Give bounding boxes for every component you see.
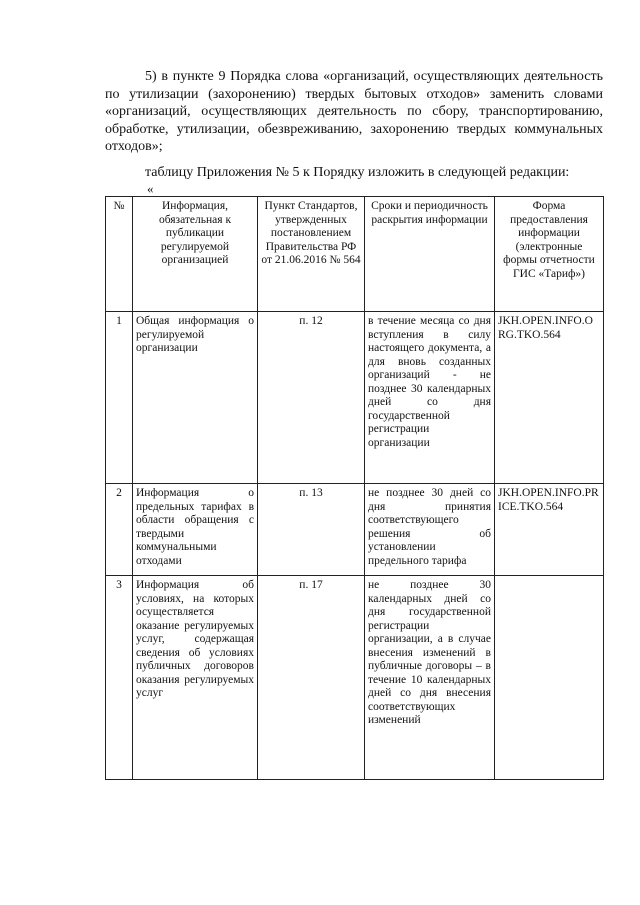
row-info: Информация о предельных тарифах в области обращения с твердыми коммунальными отходами: [133, 484, 258, 576]
paragraph-text: 5) в пункте 9 Порядка слова «организаций, осуществляющих деятельность по утилизации (захоронению) твердых бытовых отходов» заменить словами «организаций, осуществляющих деятельность по сбору, транспортированию, обработке, утилизации, обезвреживанию, захоронению твердых коммунальных отходов»;: [105, 69, 603, 154]
table-row: [106, 576, 604, 780]
row-terms: не позднее 30 дней со дня принятия соответствующего решения об установлении предельного тарифа: [365, 484, 495, 576]
table-row: [106, 312, 604, 484]
row-num: 2: [106, 484, 133, 576]
row-terms: в течение месяца со дня вступления в силу настоящего документа, а для вновь созданных организаций - не позднее 30 календарных дней со дня государственной регистрации организации: [365, 312, 495, 484]
paragraph-item-5: [105, 68, 603, 156]
paragraph-table-intro: таблицу Приложения № 5 к Порядку изложить в следующей редакции:: [145, 165, 570, 180]
opening-quote: «: [147, 181, 154, 196]
row-punkt: п. 17: [258, 576, 365, 780]
header-form: Форма предоставления информации (электронные формы отчетности ГИС «Тариф»): [495, 197, 604, 312]
disclosure-table: [105, 196, 604, 780]
header-punkt: Пункт Стандартов, утвержденных постановлением Правительства РФ от 21.06.2016 № 564: [258, 197, 365, 312]
row-info: Общая информация о регулируемой организации: [133, 312, 258, 484]
row-punkt: п. 13: [258, 484, 365, 576]
row-punkt: п. 12: [258, 312, 365, 484]
row-num: 3: [106, 576, 133, 780]
row-info: Информация об условиях, на которых осуществляется оказание регулируемых услуг, содержащая сведения об условиях публичных договоров оказания регулируемых услуг: [133, 576, 258, 780]
row-form: [495, 576, 604, 780]
row-form: JKH.OPEN.INFO.PRICE.TKO.564: [495, 484, 604, 576]
table-row: [106, 484, 604, 576]
header-terms: Сроки и периодичность раскрытия информации: [365, 197, 495, 312]
row-terms: не позднее 30 календарных дней со дня государственной регистрации организации, а в случае внесения изменений в публичные договоры – в течение 10 календарных дней со дня внесения соответствующих изменений: [365, 576, 495, 780]
header-num: №: [106, 197, 133, 312]
row-num: 1: [106, 312, 133, 484]
row-form: JKH.OPEN.INFO.ORG.TKO.564: [495, 312, 604, 484]
table-header-row: [106, 197, 604, 312]
header-info: Информация, обязательная к публикации регулируемой организацией: [133, 197, 258, 312]
